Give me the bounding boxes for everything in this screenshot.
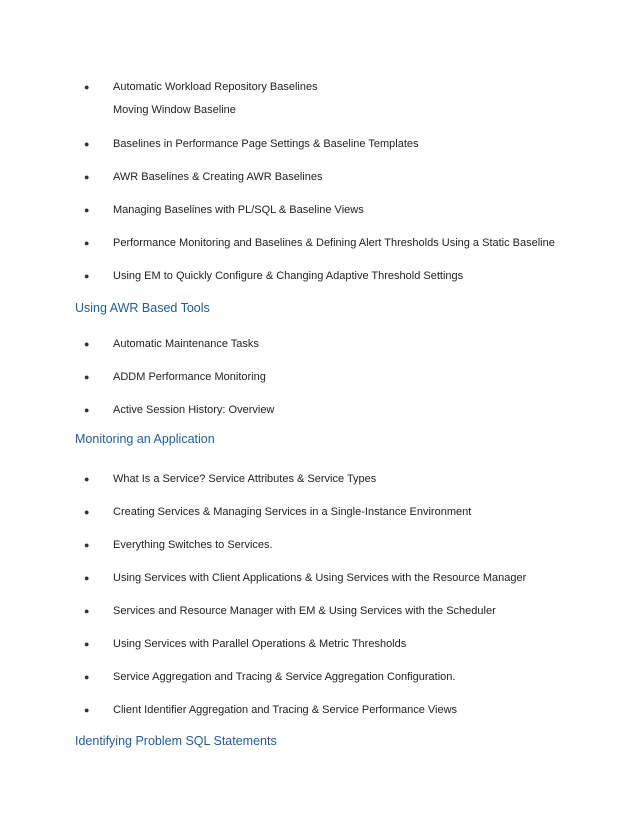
bullet-icon: ● bbox=[84, 172, 90, 182]
bullet-icon: ● bbox=[84, 573, 90, 583]
list-item-text: Everything Switches to Services. bbox=[113, 539, 273, 551]
list-item-text: Creating Services & Managing Services in a Single-Instance Environment bbox=[113, 506, 472, 518]
list-item-text: AWR Baselines & Creating AWR Baselines bbox=[113, 171, 323, 183]
bullet-icon: ● bbox=[84, 474, 90, 484]
list-item-text: Service Aggregation and Tracing & Service Aggregation Configuration. bbox=[113, 671, 456, 683]
list-item-text: Automatic Maintenance Tasks bbox=[113, 338, 259, 350]
bullet-icon: ● bbox=[84, 705, 90, 715]
section-heading: Identifying Problem SQL Statements bbox=[75, 734, 277, 748]
bullet-icon: ● bbox=[84, 405, 90, 415]
list-item-text: Managing Baselines with PL/SQL & Baseline Views bbox=[113, 204, 364, 216]
list-item-text: Moving Window Baseline bbox=[113, 104, 236, 116]
list-item-text: Automatic Workload Repository Baselines bbox=[113, 81, 318, 93]
section-heading: Using AWR Based Tools bbox=[75, 301, 210, 315]
bullet-icon: ● bbox=[84, 672, 90, 682]
bullet-icon: ● bbox=[84, 372, 90, 382]
bullet-icon: ● bbox=[84, 205, 90, 215]
bullet-icon: ● bbox=[84, 540, 90, 550]
list-item-text: Performance Monitoring and Baselines & Defining Alert Thresholds Using a Static Baseline bbox=[113, 237, 555, 249]
list-item-text: What Is a Service? Service Attributes & Service Types bbox=[113, 473, 377, 485]
list-item-text: Services and Resource Manager with EM & Using Services with the Scheduler bbox=[113, 605, 496, 617]
bullet-icon: ● bbox=[84, 271, 90, 281]
list-item-text: ADDM Performance Monitoring bbox=[113, 371, 266, 383]
list-item-text: Using Services with Parallel Operations & Metric Thresholds bbox=[113, 638, 407, 650]
bullet-icon: ● bbox=[84, 507, 90, 517]
list-item-text: Baselines in Performance Page Settings & Baseline Templates bbox=[113, 138, 419, 150]
list-item-text: Client Identifier Aggregation and Tracing & Service Performance Views bbox=[113, 704, 458, 716]
bullet-icon: ● bbox=[84, 339, 90, 349]
bullet-icon: ● bbox=[84, 606, 90, 616]
bullet-icon: ● bbox=[84, 82, 90, 92]
bullet-icon: ● bbox=[84, 139, 90, 149]
list-item-text: Using Services with Client Applications & Using Services with the Resource Manager bbox=[113, 572, 527, 584]
list-item-text: Using EM to Quickly Configure & Changing Adaptive Threshold Settings bbox=[113, 270, 464, 282]
list-item-text: Active Session History: Overview bbox=[113, 404, 275, 416]
bullet-icon: ● bbox=[84, 639, 90, 649]
section-heading: Monitoring an Application bbox=[75, 432, 215, 446]
bullet-icon: ● bbox=[84, 238, 90, 248]
